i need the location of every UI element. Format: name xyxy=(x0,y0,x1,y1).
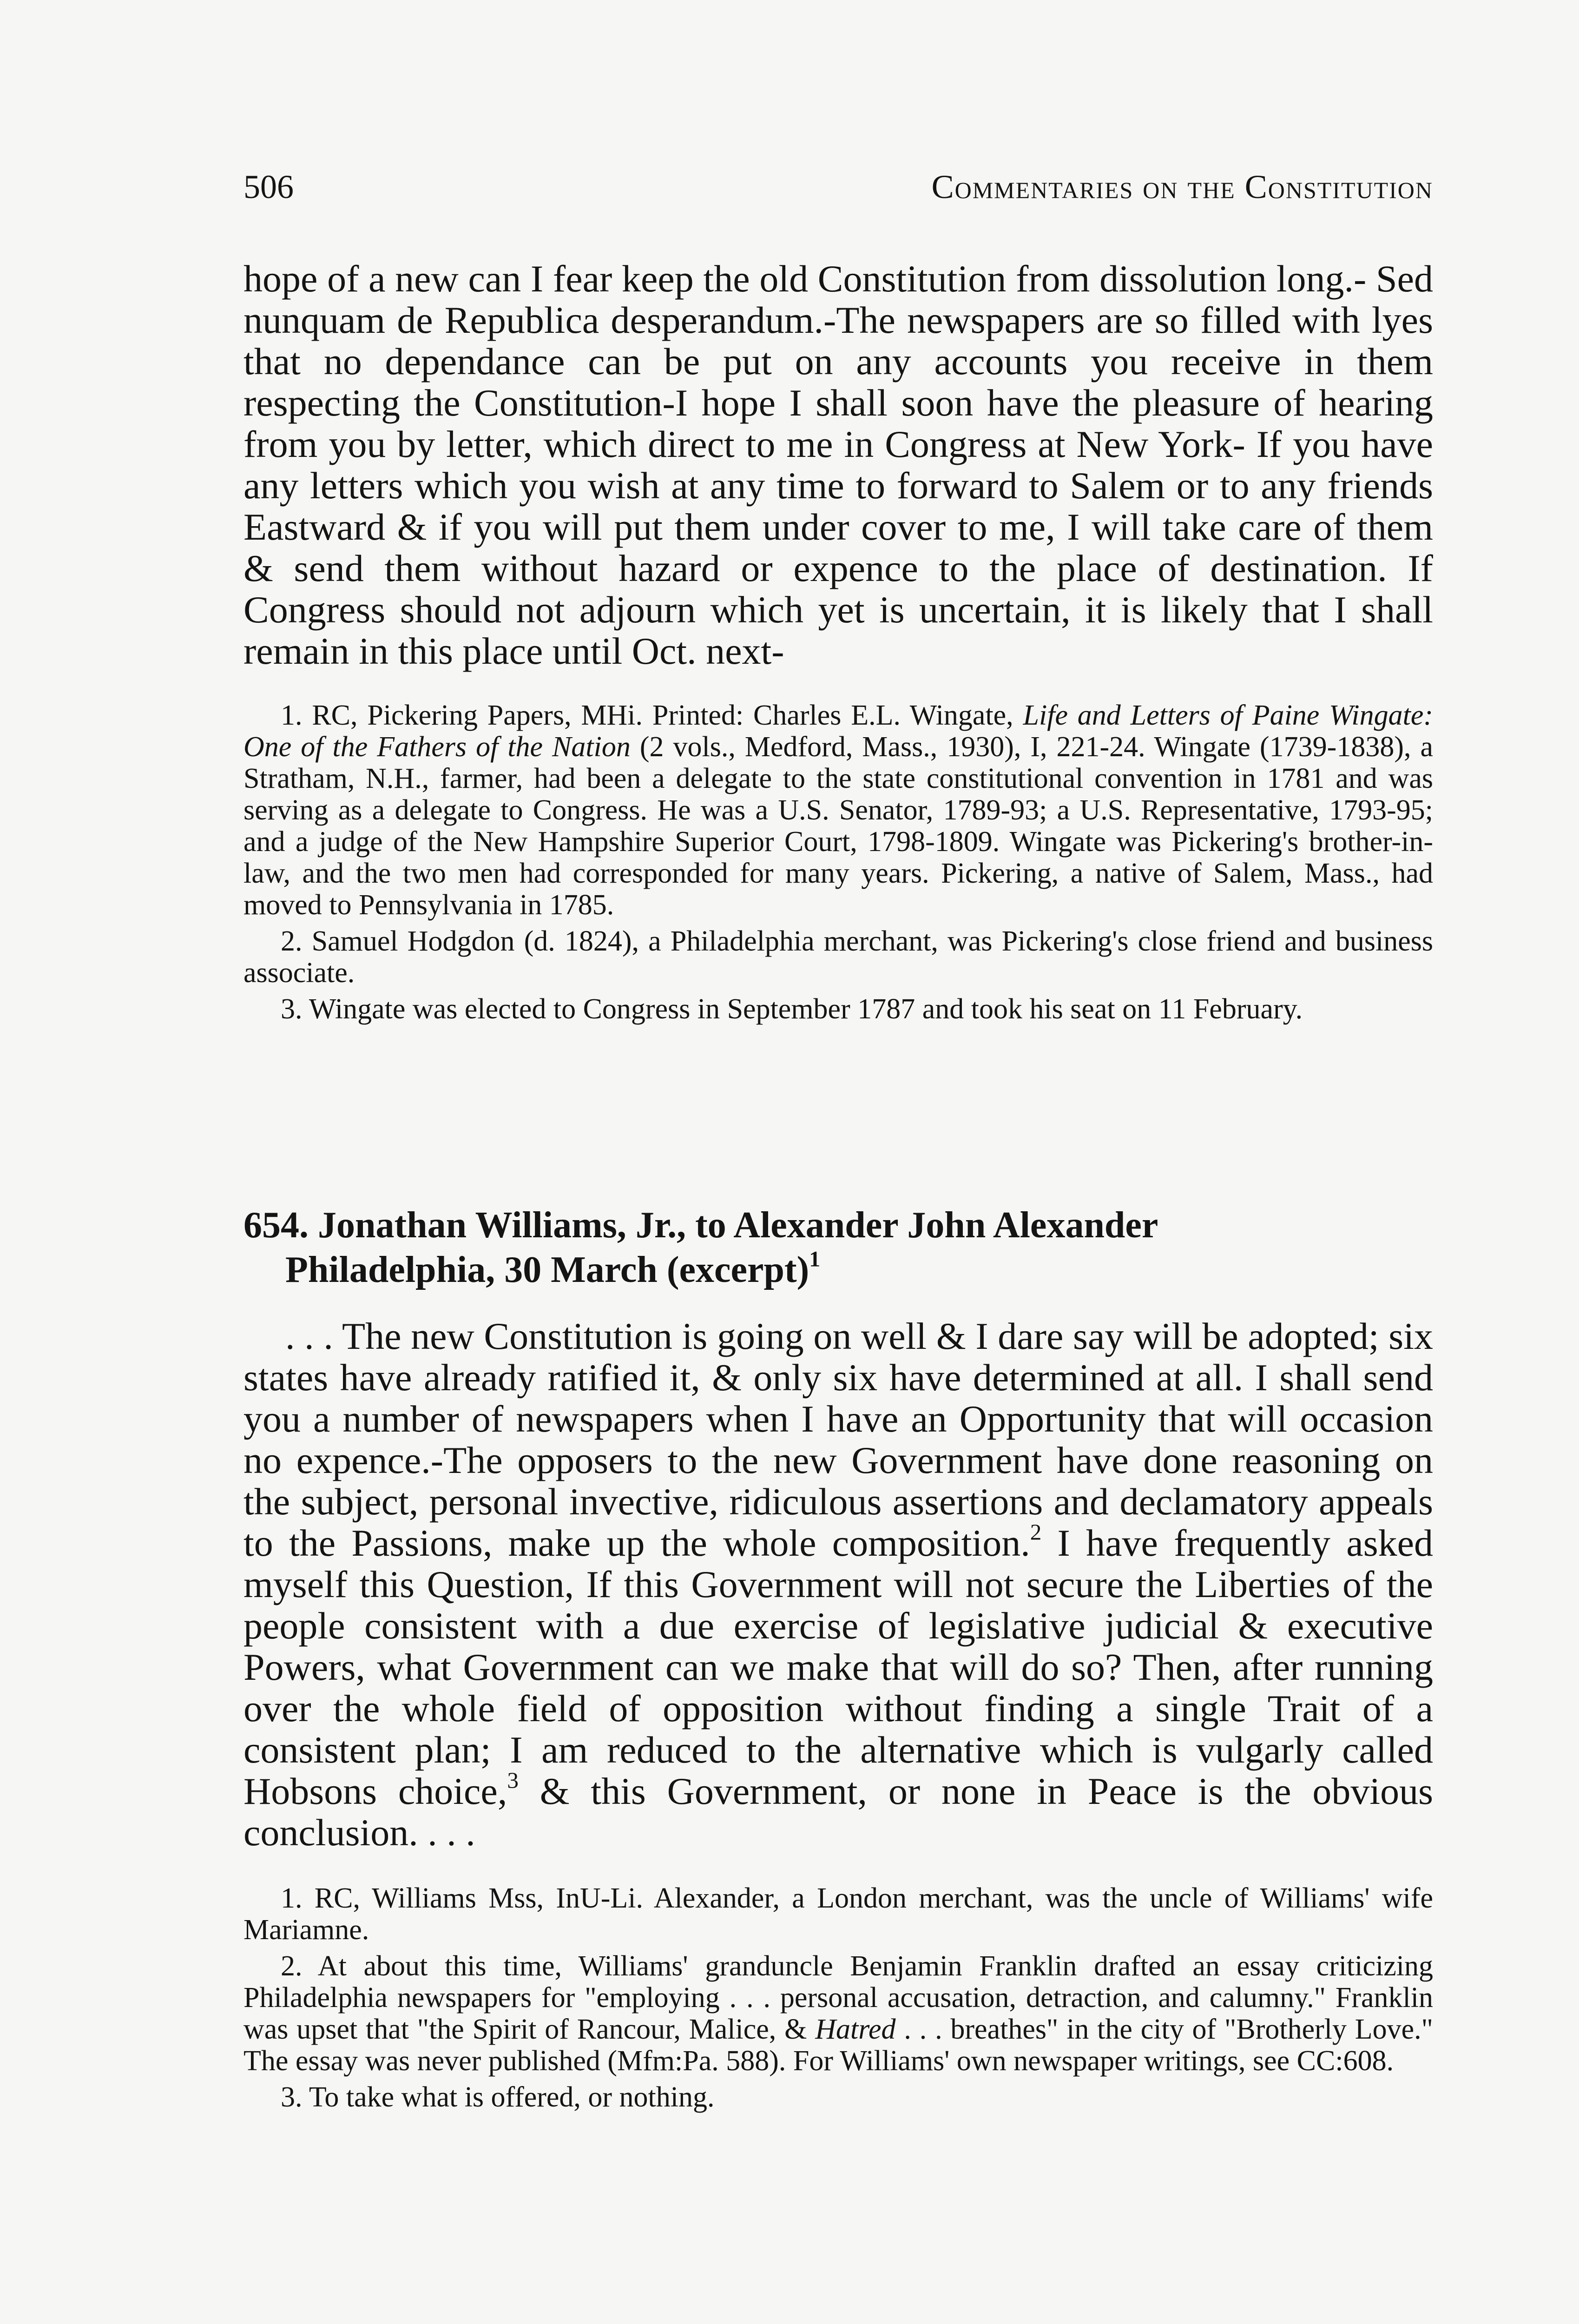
footnotes-653 xyxy=(243,700,1433,1025)
heading-place-date: Philadelphia, 30 March (excerpt)$^1$ xyxy=(285,1247,821,1290)
footnote-2: 2. At about this time, Williams' granduncle Benjamin Franklin drafted an essay criticizing Philadelphia newspapers for "employing . . . personal accusation, detraction, and calumny." Franklin was upset that "the Spirit of Rancour, Malice, & Hatred . . . breathes" in the city of "Brotherly Love." The essay was never published (Mfm:Pa. 588). For Williams' own newspaper writings, see CC:608. xyxy=(243,1950,1433,2077)
heading-title: 654. Jonathan Williams, Jr., to Alexander John Alexander xyxy=(243,1205,1158,1246)
running-head xyxy=(243,164,1433,210)
footnote-ref: 1 xyxy=(809,1247,821,1272)
footnote-3: 3. Wingate was elected to Congress in September 1787 and took his seat on 11 February. xyxy=(281,993,1303,1025)
running-title: Commentaries on the Constitution xyxy=(931,168,1433,205)
footnote-1: 1. RC, Williams Mss, InU-Li. Alexander, a London merchant, was the uncle of Williams' wife Mariamne. xyxy=(243,1882,1433,1946)
footnotes-654 xyxy=(243,1882,1433,2113)
footnote-3: 3. To take what is offered, or nothing. xyxy=(281,2081,715,2113)
document-body xyxy=(243,1315,1433,1853)
page-number: 506 xyxy=(243,168,294,205)
footnote-2: 2. Samuel Hodgdon (d. 1824), a Philadelphia merchant, was Pickering's close friend and business associate. xyxy=(243,925,1433,989)
footnote-1: 1. RC, Pickering Papers, MHi. Printed: Charles E.L. Wingate, Life and Letters of Paine Wingate: One of the Fathers of the Nation (2 vols., Medford, Mass., 1930), I, 221-24. Wingate (1739-1838), a Stratham, N.H., farmer, had been a delegate to the state constitutional convention in 1781 and was serving as a delegate to Congress. He was a U.S. Senator, 1789-93; a U.S. Representative, 1793-95; and a judge of the New Hampshire Superior Court, 1798-1809. Wingate was Pickering's brother-in-law, and the two men had corresponded for many years. Pickering, a native of Salem, Mass., had moved to Pennsylvania in 1785. xyxy=(243,700,1433,921)
document-heading xyxy=(243,1203,1433,1292)
footnote-ref: 2 xyxy=(1030,1519,1042,1545)
letter-paragraph: hope of a new can I fear keep the old Constitution from dissolution long.- Sed nunquam de Republica desperandum.-The newspapers are so filled with lyes that no dependance can be put on any accounts you receive in them respecting the Constitution-I hope I shall soon have the pleasure of hearing from you by letter, which direct to me in Congress at New York- If you have any letters which you wish at any time to forward to Salem or to any friends Eastward & if you will put them under cover to me, I will take care of them & send them without hazard or expence to the place of destination. If Congress should not adjourn which yet is uncertain, it is likely that I shall remain in this place until Oct. next- xyxy=(243,257,1433,672)
continued-letter-text xyxy=(243,258,1433,672)
footnote-ref: 3 xyxy=(507,1767,519,1793)
document-paragraph: . . . The new Constitution is going on well & I dare say will be adopted; six states have already ratified it, & only six have determined at all. I shall send you a number of newspapers when I have an Opportunity that will occasion no expence.-The opposers to the new Government have done reasoning on the subject, personal invective, ridiculous assertions and declamatory appeals to the Passions, make up the whole composition.$^2$ I have frequently asked myself this Question, If this Government will not secure the Liberties of the people consistent with a due exercise of legislative judicial & executive Powers, what Government can we make that will do so? Then, after running over the whole field of opposition without finding a single Trait of a consistent plan; I am reduced to the alternative which is vulgarly called Hobsons choice,$^3$ & this Government, or none in Peace is the obvious conclusion. . . . xyxy=(243,1315,1434,1854)
